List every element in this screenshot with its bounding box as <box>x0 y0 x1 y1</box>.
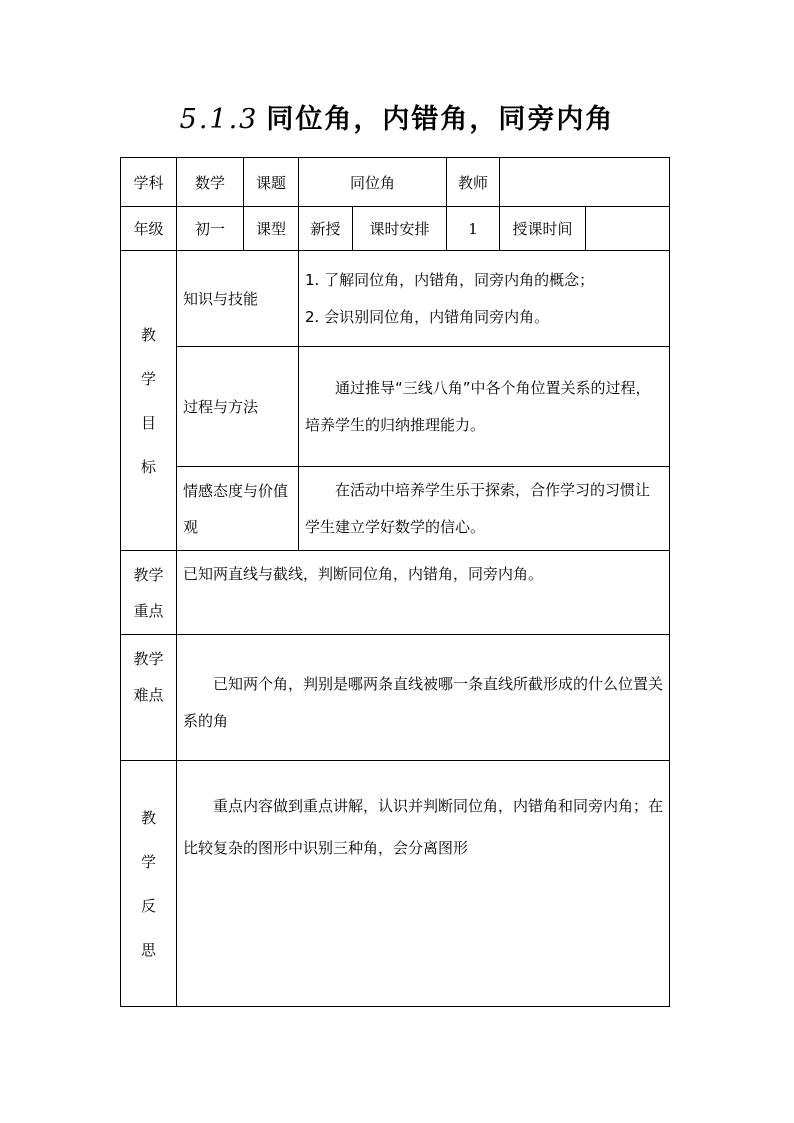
emotion-label: 情感态度与价值观 <box>177 467 299 551</box>
hours-label: 课时安排 <box>353 207 447 251</box>
difficulties-content: 已知两个角，判别是哪两条直线被哪一条直线所截形成的什么位置关系的角 <box>177 635 670 761</box>
table-row <box>121 158 670 207</box>
section-char: 教 <box>140 808 156 827</box>
table-row <box>121 251 670 347</box>
objectives-section-label <box>121 251 177 551</box>
table-row <box>121 467 670 551</box>
process-label: 过程与方法 <box>177 347 299 467</box>
reflection-section-label <box>121 761 177 1007</box>
table-row <box>121 207 670 251</box>
section-char: 思 <box>140 940 156 959</box>
type-value: 新授 <box>299 207 353 251</box>
reflection-content: 重点内容做到重点讲解，认识并判断同位角，内错角和同旁内角；在比较复杂的图形中识别三种角，会分离图形 <box>177 761 670 1007</box>
emotion-content: 在活动中培养学生乐于探索，合作学习的习惯让学生建立学好数学的信心。 <box>299 467 670 551</box>
key-points-label: 教学重点 <box>121 551 177 635</box>
topic-label: 课题 <box>244 158 299 207</box>
lesson-plan-table <box>120 157 670 1007</box>
key-points-content: 已知两直线与截线，判断同位角，内错角，同旁内角。 <box>177 551 670 635</box>
type-label: 课型 <box>244 207 299 251</box>
teacher-label: 教师 <box>447 158 500 207</box>
list-item: 2. 会识别同位角，内错角同旁内角。 <box>305 307 550 326</box>
difficulties-label: 教学难点 <box>121 635 177 761</box>
hours-value: 1 <box>447 207 500 251</box>
table-row <box>121 635 670 761</box>
subject-label: 学科 <box>121 158 177 207</box>
table-row <box>121 551 670 635</box>
document-title <box>0 102 794 138</box>
time-label: 授课时间 <box>500 207 586 251</box>
section-char: 学 <box>140 369 156 388</box>
section-char: 反 <box>140 896 156 915</box>
knowledge-label: 知识与技能 <box>177 251 299 347</box>
list-item: 1. 了解同位角，内错角，同旁内角的概念； <box>305 270 595 289</box>
process-content: 通过推导“三线八角”中各个角位置关系的过程，培养学生的归纳推理能力。 <box>299 347 670 467</box>
title-text: 同位角，内错角，同旁内角 <box>266 104 615 135</box>
time-value <box>586 207 670 251</box>
section-char: 教 <box>140 325 156 344</box>
subject-value: 数学 <box>177 158 244 207</box>
section-char: 目 <box>140 413 156 432</box>
table-row <box>121 347 670 467</box>
table-row <box>121 761 670 1007</box>
grade-value: 初一 <box>177 207 244 251</box>
section-char: 学 <box>140 852 156 871</box>
section-char: 标 <box>140 457 156 476</box>
teacher-value <box>500 158 670 207</box>
knowledge-content <box>299 251 670 347</box>
topic-value: 同位角 <box>299 158 447 207</box>
grade-label: 年级 <box>121 207 177 251</box>
section-number: 5.1.3 <box>179 104 259 135</box>
